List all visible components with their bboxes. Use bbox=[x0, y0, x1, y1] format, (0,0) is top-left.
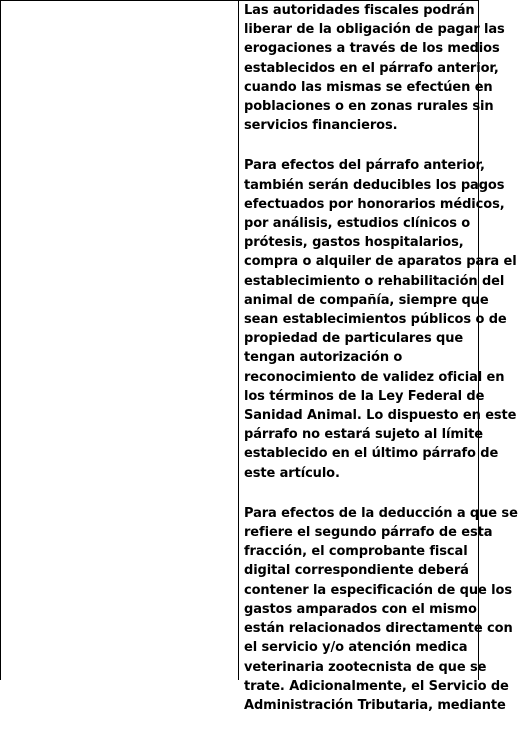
text-line: Administración Tributaria, mediante bbox=[244, 697, 506, 713]
text-line: contener la especificación de que los bbox=[244, 582, 512, 598]
text-line: establecido en el último párrafo de bbox=[244, 446, 499, 462]
text-line: digital correspondiente deberá bbox=[244, 563, 469, 579]
text-line: fracción, el comprobante fiscal bbox=[244, 544, 468, 560]
text-line: refiere el segundo párrafo de esta bbox=[244, 525, 493, 541]
text-line: cuando las mismas se efectúen en bbox=[244, 79, 493, 95]
text-line: propiedad de particulares que bbox=[244, 331, 464, 347]
paragraph-1 bbox=[244, 1, 505, 135]
text-line: tengan autorización o bbox=[244, 350, 403, 366]
text-line: erogaciones a través de los medios bbox=[244, 41, 500, 57]
text-line: veterinaria zootecnista de que se bbox=[244, 659, 487, 675]
text-line: servicios financieros. bbox=[244, 118, 398, 134]
left-column-cell bbox=[1, 1, 238, 641]
text-line: establecidos en el párrafo anterior, bbox=[244, 60, 499, 76]
column-divider bbox=[238, 0, 239, 680]
text-line: liberar de la obligación de pagar las bbox=[244, 22, 505, 38]
paragraph-3 bbox=[244, 504, 518, 715]
text-line: Las autoridades fiscales podrán bbox=[244, 3, 475, 18]
text-line: Para efectos del párrafo anterior, bbox=[244, 158, 485, 174]
paragraph-2 bbox=[244, 156, 517, 482]
text-line: poblaciones o en zonas rurales sin bbox=[244, 99, 494, 115]
text-line: párrafo no estará sujeto al límite bbox=[244, 427, 483, 443]
text-line: sean establecimientos públicos o de bbox=[244, 312, 507, 328]
text-line: los términos de la Ley Federal de bbox=[244, 388, 485, 404]
text-line: el servicio y/o atención medica bbox=[244, 640, 468, 656]
text-line: establecimiento o rehabilitación del bbox=[244, 273, 505, 289]
text-line: trate. Adicionalmente, el Servicio de bbox=[244, 678, 509, 694]
text-line: gastos amparados con el mismo bbox=[244, 601, 477, 617]
text-line: Sanidad Animal. Lo dispuesto en este bbox=[244, 408, 517, 424]
text-line: efectuados por honorarios médicos, bbox=[244, 196, 505, 212]
text-line: reconocimiento de validez oficial en bbox=[244, 369, 505, 385]
text-line: compra o alquiler de aparatos para el bbox=[244, 254, 517, 270]
text-line: prótesis, gastos hospitalarios, bbox=[244, 235, 464, 251]
text-line: este artículo. bbox=[244, 465, 340, 481]
text-line: también serán deducibles los pagos bbox=[244, 177, 505, 193]
text-line: Para efectos de la deducción a que se bbox=[244, 505, 518, 521]
text-line: por análisis, estudios clínicos o bbox=[244, 216, 471, 232]
text-line: están relacionados directamente con bbox=[244, 621, 513, 637]
text-line: animal de compañía, siempre que bbox=[244, 292, 489, 308]
right-column-cell bbox=[244, 1, 518, 736]
